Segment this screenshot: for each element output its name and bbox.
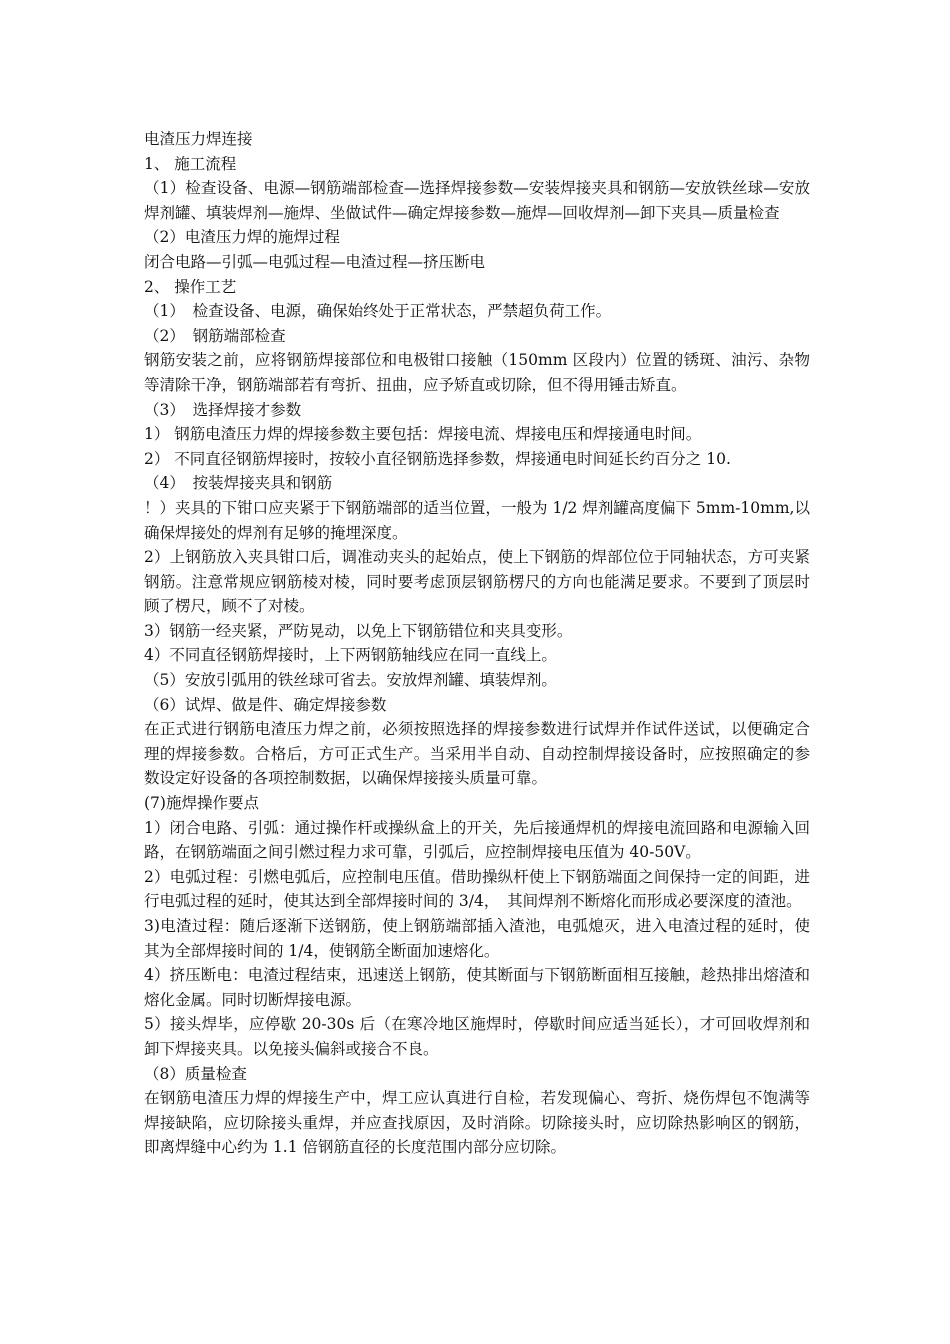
paragraph: 在钢筋电渣压力焊的焊接生产中，焊工应认真进行自检，若发现偏心、弯折、烧伤焊包不饱满等焊接缺陷，应切除接头重焊，并应查找原因，及时消除。切除接头时，应切除热影响区的钢筋，即离焊缝中心约为 1.1 倍钢筋直径的长度范围内部分应切除。 [144,1089,810,1157]
paragraph: （2）电渣压力焊的施焊过程 [144,228,340,247]
paragraph: 钢筋安装之前，应将钢筋焊接部位和电极钳口接触（150mm 区段内）位置的锈斑、油污、杂物等清除干净，钢筋端部若有弯折、扭曲，应予矫直或切除，但不得用锤击矫直。 [144,351,810,394]
paragraph: 2）电弧过程：引燃电弧后，应控制电压值。借助操纵杆使上下钢筋端面之间保持一定的间距，进行电弧过程的延时，使其达到全部焊接时间的 3/4， 其间焊剂不断熔化而形成必要深度的渣池。 [144,867,810,911]
paragraph: 2） 不同直径钢筋焊接时，按较小直径钢筋选择参数，焊接通电时间延长约百分之 10. [144,449,731,468]
paragraph: （4） 按装焊接夹具和钢筋 [144,474,333,493]
paragraph: 闭合电路—引弧—电弧过程—电渣过程—挤压断电 [144,252,486,271]
paragraph: （5）安放引弧用的铁丝球可省去。安放焊剂罐、填装焊剂。 [144,671,557,690]
paragraph: （1）检查设备、电源—钢筋端部检查—选择焊接参数—安装焊接夹具和钢筋—安放铁丝球—安放焊剂罐、填装焊剂—施焊、坐做试件—确定焊接参数—施焊—回收焊剂—卸下夹具—质量检查 [144,179,810,222]
paragraph: 3)电渣过程：随后逐渐下送钢筋，使上钢筋端部插入渣池，电弧熄灭，进入电渣过程的延时，使其为全部焊接时间的 1/4，使钢筋全断面加速熔化。 [144,917,810,960]
paragraph: ！）夹具的下钳口应夹紧于下钢筋端部的适当位置，一般为 1/2 焊剂罐高度偏下 5mm-10mm,以确保焊接处的焊剂有足够的掩埋深度。 [144,498,810,542]
paragraph: （6）试焊、做是件、确定焊接参数 [144,695,387,714]
paragraph: 4）不同直径钢筋焊接时，上下两钢筋轴线应在同一直线上。 [144,646,557,665]
document-title: 电渣压力焊连接 [144,130,253,148]
paragraph: 1） 钢筋电渣压力焊的焊接参数主要包括：焊接电流、焊接电压和焊接通电时间。 [144,425,702,444]
document-body [144,127,810,1160]
section-heading-operation-process: 2、 操作工艺 [144,277,237,296]
paragraph: 4）挤压断电：电渣过程结束，迅速送上钢筋，使其断面与下钢筋断面相互接触，趁热排出熔渣和熔化金属。同时切断焊接电源。 [144,966,810,1009]
paragraph: （1） 检查设备、电源，确保始终处于正常状态，严禁超负荷工作。 [144,302,612,321]
paragraph: 3）钢筋一经夹紧，严防晃动，以免上下钢筋错位和夹具变形。 [144,621,573,640]
paragraph: 1）闭合电路、引弧：通过操作杆或操纵盒上的开关，先后接通焊机的焊接电流回路和电源输入回路，在钢筋端面之间引燃过程力求可靠，引弧后，应控制焊接电压值为 40-50V。 [144,818,810,862]
paragraph: （2） 钢筋端部检查 [144,326,286,345]
paragraph: （3） 选择焊接才参数 [144,400,302,419]
paragraph: （8）质量检查 [144,1064,247,1083]
paragraph: (7)施焊操作要点 [144,794,259,813]
section-heading-construction-process: 1、 施工流程 [144,154,237,173]
paragraph: 5）接头焊毕，应停歇 20-30s 后（在寒冷地区施焊时，停歇时间应适当延长），才可回收焊剂和卸下焊接夹具。以免接头偏斜或接合不良。 [144,1015,810,1058]
paragraph: 在正式进行钢筋电渣压力焊之前，必须按照选择的焊接参数进行试焊并作试件送试，以便确定合理的焊接参数。合格后，方可正式生产。当采用半自动、自动控制焊接设备时，应按照确定的参数设定好设备的各项控制数据，以确保焊接接头质量可靠。 [144,720,810,788]
paragraph: 2）上钢筋放入夹具钳口后，调准动夹头的起始点，使上下钢筋的焊部位位于同轴状态，方可夹紧钢筋。注意常规应钢筋棱对棱，同时要考虑顶层钢筋楞尺的方向也能满足要求。不要到了顶层时顾了楞尺，顾不了对棱。 [144,548,810,616]
